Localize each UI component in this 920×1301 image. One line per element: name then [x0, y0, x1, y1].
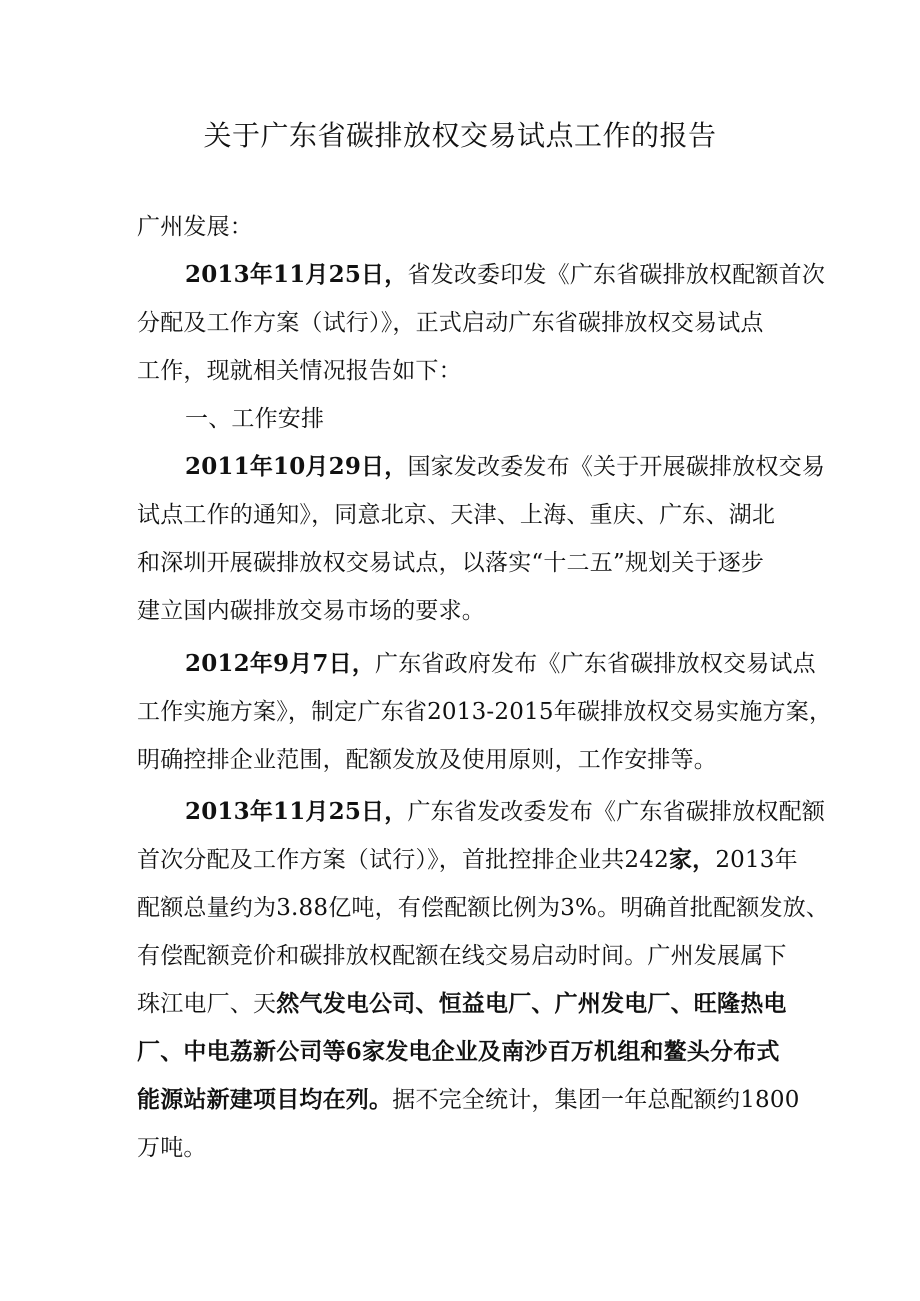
para4-line8	[137, 1132, 207, 1164]
text-run: 广东省发改委发布《广东省碳排放权配额	[407, 799, 826, 825]
text-run: 据不完全统计，集团一年总配额约1800	[392, 1087, 800, 1113]
bold-run: 家，	[668, 846, 716, 873]
para4-line2	[137, 844, 798, 876]
para4-line6	[137, 1036, 780, 1068]
text-run: 工作，现就相关情况报告如下：	[137, 358, 462, 384]
para4-line3	[137, 892, 829, 924]
para2-line3	[137, 547, 764, 579]
para4-line4	[137, 940, 787, 972]
text-run: 配额总量约为3.88亿吨，有偿配额比例为3%。明确首批配额发放、	[137, 895, 830, 921]
text-run: 首次分配及工作方案（试行）》，首批控排企业共242	[137, 847, 669, 873]
date-label: 2013年11月25日，	[185, 261, 408, 288]
date-label: 2011年10月29日，	[185, 453, 408, 480]
section-heading-text: 一、工作安排	[185, 406, 325, 432]
bold-run: 然气发电公司、恒益电厂、广州发电厂、旺隆热电	[276, 990, 787, 1017]
text-run: 省发改委印发《广东省碳排放权配额首次	[407, 262, 826, 288]
para2-line2	[137, 499, 775, 531]
para3-line2	[137, 696, 832, 728]
text-run: 和深圳开展碳排放权交易试点，以落实“十二五”规划关于逐步	[137, 550, 765, 576]
para3-line3	[137, 744, 717, 776]
text-run: 建立国内碳排放交易市场的要求。	[137, 598, 485, 624]
para4-line5	[137, 988, 787, 1020]
para1-line3	[137, 355, 462, 387]
para4-line1	[185, 796, 825, 828]
text-run: 珠江电厂、天	[137, 991, 277, 1017]
bold-run: 厂、中电荔新公司等6家发电企业及南沙百万机组和鳌头分布式	[137, 1038, 780, 1065]
text-run: 国家发改委发布《关于开展碳排放权交易	[407, 454, 826, 480]
salutation: 广州发展：	[137, 214, 253, 240]
text-run: 分配及工作方案（试行）》，正式启动广东省碳排放权交易试点	[137, 310, 764, 336]
text-run: 工作实施方案》，制定广东省2013-2015年碳排放权交易实施方案，	[137, 699, 833, 725]
para2-line4	[137, 595, 485, 627]
para2-line1	[185, 451, 825, 483]
text-run: 广东省政府发布《广东省碳排放权交易试点	[375, 651, 816, 677]
text-run: 有偿配额竞价和碳排放权配额在线交易启动时间。广州发展属下	[137, 943, 787, 969]
text-run: 明确控排企业范围，配额发放及使用原则，工作安排等。	[137, 747, 717, 773]
text-run: 2013年	[715, 847, 798, 873]
document-title: 关于广东省碳排放权交易试点工作的报告	[203, 119, 717, 152]
section-heading	[185, 403, 324, 435]
para1-line2	[137, 307, 764, 339]
para1-line1	[185, 259, 825, 291]
bold-run: 能源站新建项目均在列。	[137, 1086, 393, 1113]
text-run: 试点工作的通知》，同意北京、天津、上海、重庆、广东、湖北	[137, 502, 776, 528]
date-label: 2013年11月25日，	[185, 798, 408, 825]
date-label: 2012年9月7日，	[185, 650, 376, 677]
text-run: 万吨。	[137, 1135, 207, 1161]
para3-line1	[185, 648, 816, 680]
para4-line7	[137, 1084, 800, 1116]
